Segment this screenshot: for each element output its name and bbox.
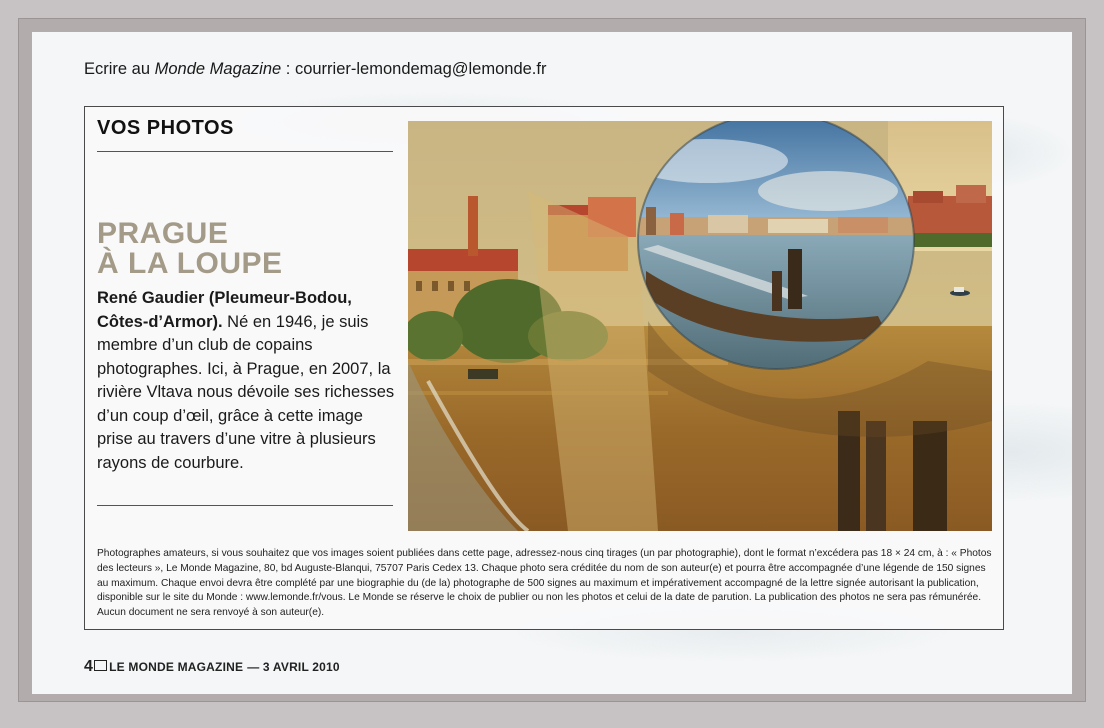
contact-prefix: Ecrire au <box>84 60 155 78</box>
prague-lens-photo <box>408 121 992 531</box>
contact-magazine-name: Monde Magazine <box>154 60 282 78</box>
headline-line-1: PRAGUE <box>97 217 229 250</box>
page-footer <box>84 658 340 676</box>
footer-magazine-name: LE MONDE MAGAZINE <box>109 660 244 674</box>
article-body <box>97 287 403 475</box>
contact-line <box>84 60 546 79</box>
headline-line-2: À LA LOUPE <box>97 247 283 280</box>
author-credit: René Gaudier (Pleumeur-Bodou, Côtes-d’Armor). <box>97 289 352 331</box>
photo-feature-box <box>84 106 1004 630</box>
submission-guidelines: Photographes amateurs, si vous souhaitez que vos images soient publiées dans cette page, adressez-nous cinq tirages (un par photographie), dont le format n’excédera pas 18 × 24 cm, à : « Photos des lecteurs », Le Monde Magazine, 80, bd Auguste-Blanqui, 75707 Paris Cedex 13. Chaque photo sera créditée du nom de son auteur(e) et pourra être accompagnée d’une légende de 150 signes au maximum. Chaque envoi devra être complété par une biographie du (de la) photographe de 500 signes au maximum et impérativement accompagné de la lettre signée autorisant la publication, disponible sur le site du Monde : www.lemonde.fr/vous. Le Monde se réserve le choix de publier ou non les photos et celui de la date de parution. La publication des photos ne sera pas rémunérée. Aucun document ne sera renvoyé à son auteur(e). <box>97 548 992 619</box>
reader-photo <box>408 121 992 531</box>
section-title: VOS PHOTOS <box>97 117 234 139</box>
contact-separator: : <box>281 60 295 78</box>
footer-date: — 3 AVRIL 2010 <box>247 660 340 674</box>
article-headline <box>97 219 397 279</box>
contact-email: courrier-lemondemag@lemonde.fr <box>294 60 547 78</box>
body-bottom-rule <box>97 505 393 506</box>
page-number: 4 <box>84 658 94 675</box>
title-rule <box>97 151 393 152</box>
magazine-page <box>32 32 1072 694</box>
square-icon <box>94 660 107 671</box>
article-text: Né en 1946, je suis membre d’un club de copains photographes. Ici, à Prague, en 2007, la rivière Vltava nous dévoile ses richesses d’un coup d’œil, grâce à cette image prise au travers d’une vitre à plusieurs rayons de courbure. <box>97 312 395 472</box>
